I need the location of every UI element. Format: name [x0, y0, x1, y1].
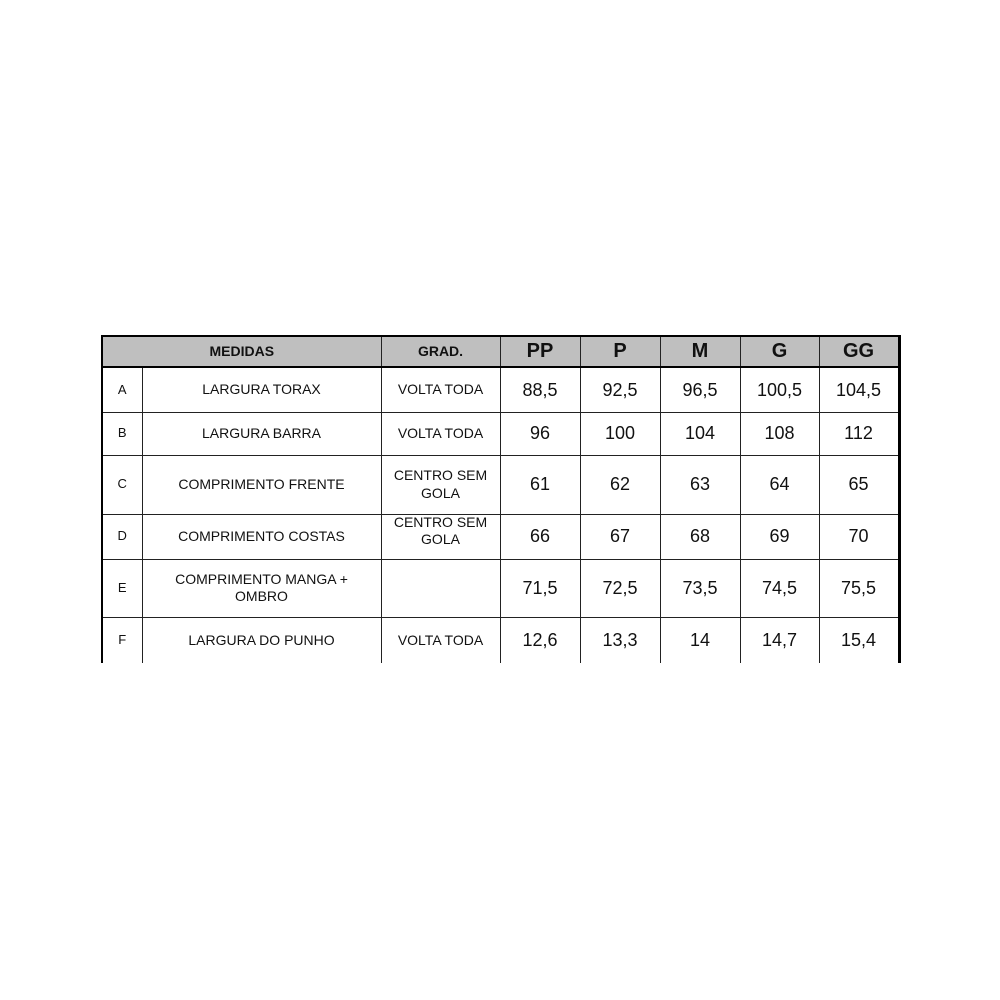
- size-value: 100: [580, 412, 660, 455]
- size-value: 69: [740, 514, 819, 559]
- measure-name: COMPRIMENTO FRENTE: [142, 455, 381, 514]
- size-value: 75,5: [819, 559, 899, 617]
- header-size-g: G: [740, 336, 819, 367]
- size-value: 74,5: [740, 559, 819, 617]
- grad-value: VOLTA TODA: [381, 367, 500, 412]
- header-grad: GRAD.: [381, 336, 500, 367]
- size-value: 104: [660, 412, 740, 455]
- row-letter: C: [102, 455, 142, 514]
- size-value: 96: [500, 412, 580, 455]
- size-value: 108: [740, 412, 819, 455]
- measure-name: LARGURA DO PUNHO: [142, 617, 381, 663]
- row-letter: F: [102, 617, 142, 663]
- grad-value: CENTRO SEM GOLA: [393, 514, 488, 547]
- size-value: 62: [580, 455, 660, 514]
- grad-value: VOLTA TODA: [381, 412, 500, 455]
- row-letter: E: [102, 559, 142, 617]
- measure-name: COMPRIMENTO MANGA + OMBRO: [142, 559, 381, 617]
- grad-value: [381, 559, 500, 617]
- grad-cell: [381, 514, 500, 559]
- size-value: 100,5: [740, 367, 819, 412]
- size-value: 64: [740, 455, 819, 514]
- size-chart: [101, 335, 898, 663]
- measure-name: LARGURA TORAX: [142, 367, 381, 412]
- row-letter: A: [102, 367, 142, 412]
- size-value: 73,5: [660, 559, 740, 617]
- table-row: [102, 455, 899, 514]
- size-value: 14: [660, 617, 740, 663]
- table-row: [102, 514, 899, 559]
- measure-name: LARGURA BARRA: [142, 412, 381, 455]
- size-value: 66: [500, 514, 580, 559]
- grad-value: CENTRO SEM GOLA: [381, 455, 500, 514]
- size-value: 14,7: [740, 617, 819, 663]
- size-value: 13,3: [580, 617, 660, 663]
- size-value: 70: [819, 514, 899, 559]
- header-size-pp: PP: [500, 336, 580, 367]
- size-value: 12,6: [500, 617, 580, 663]
- size-value: 96,5: [660, 367, 740, 412]
- size-value: 63: [660, 455, 740, 514]
- size-value: 72,5: [580, 559, 660, 617]
- size-value: 71,5: [500, 559, 580, 617]
- measurements-table: [101, 335, 901, 663]
- size-value: 61: [500, 455, 580, 514]
- table-row: [102, 559, 899, 617]
- header-row: [102, 336, 899, 367]
- row-letter: B: [102, 412, 142, 455]
- table-row: [102, 367, 899, 412]
- size-value: 88,5: [500, 367, 580, 412]
- header-size-p: P: [580, 336, 660, 367]
- table-row: [102, 412, 899, 455]
- table-row: [102, 617, 899, 663]
- size-value: 65: [819, 455, 899, 514]
- size-value: 112: [819, 412, 899, 455]
- size-value: 67: [580, 514, 660, 559]
- measure-name: COMPRIMENTO COSTAS: [142, 514, 381, 559]
- size-value: 92,5: [580, 367, 660, 412]
- size-value: 15,4: [819, 617, 899, 663]
- size-value: 68: [660, 514, 740, 559]
- grad-value: VOLTA TODA: [381, 617, 500, 663]
- header-medidas: MEDIDAS: [102, 336, 381, 367]
- size-value: 104,5: [819, 367, 899, 412]
- row-letter: D: [102, 514, 142, 559]
- header-size-m: M: [660, 336, 740, 367]
- header-size-gg: GG: [819, 336, 899, 367]
